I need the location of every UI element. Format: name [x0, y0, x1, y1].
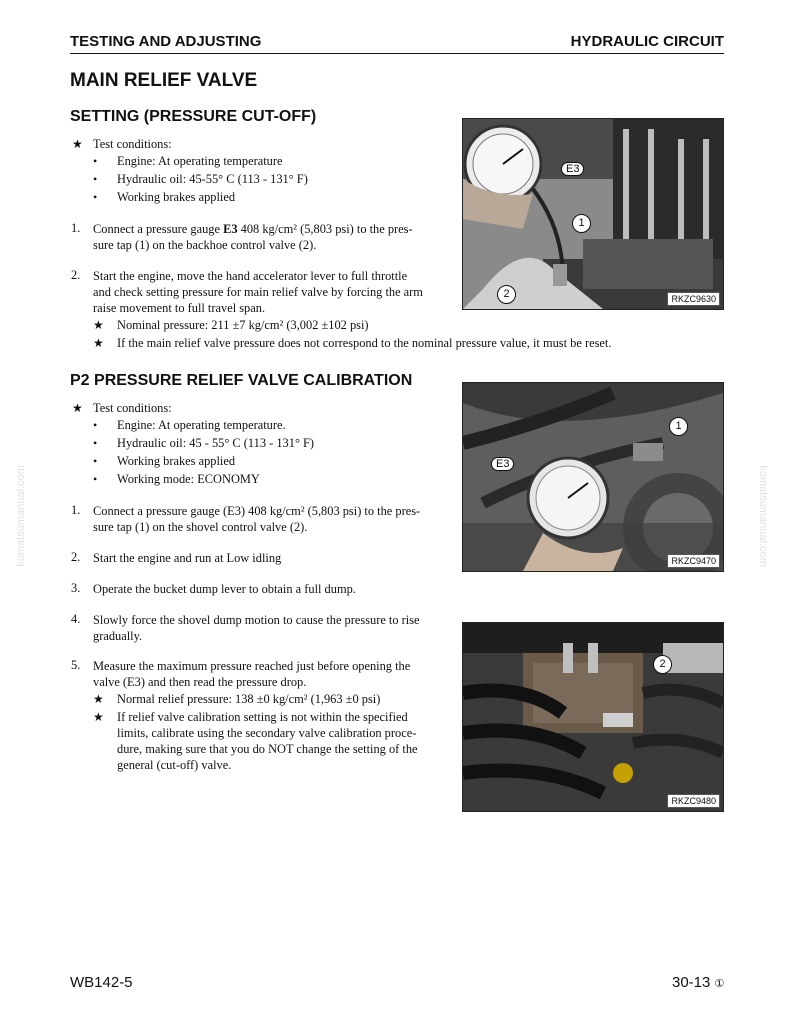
figure-code: RKZC9630 [667, 292, 720, 306]
s1-condition: Engine: At operating temperature [117, 154, 283, 168]
callout-e3: E3 [491, 457, 514, 471]
figure-shovel-valve-photo [462, 622, 724, 812]
footer-page [672, 974, 724, 991]
header-right: HYDRAULIC CIRCUIT [570, 33, 724, 50]
figure-code: RKZC9480 [667, 794, 720, 808]
s2-step4-number: 4. [71, 612, 81, 626]
header-left: TESTING AND ADJUSTING [70, 33, 262, 50]
bullet-icon: • [93, 472, 98, 486]
s2-step5-number: 5. [71, 658, 81, 672]
figure-backhoe-valve-photo [462, 118, 724, 310]
star-icon: ★ [93, 336, 104, 350]
s2-note2-line: dure, making sure that you do NOT change the setting of the [117, 742, 418, 756]
callout-2: 2 [497, 285, 516, 304]
figure-code: RKZC9470 [667, 554, 720, 568]
s1-step1-text [93, 221, 439, 237]
bullet-icon: • [93, 154, 98, 168]
s2-step5-line: valve (E3) and then read the pressure drop. [93, 675, 307, 689]
bullet-icon: • [93, 190, 98, 204]
s2-step3-text: Operate the bucket dump lever to obtain a full dump. [93, 582, 356, 596]
bullet-icon: • [93, 418, 98, 432]
footer-page-number: 30-13 [672, 974, 711, 991]
watermark-left: komatsumanual.com [14, 465, 27, 567]
section1-heading: SETTING (PRESSURE CUT-OFF) [70, 108, 317, 125]
s1-step1-bold: E3 [223, 222, 238, 236]
s1-step1-post: 408 kg/cm² (5,803 psi) to the pres- [237, 222, 413, 236]
s1-step1-line2: sure tap (1) on the backhoe control valve (2). [93, 238, 317, 252]
s2-step3-number: 3. [71, 581, 81, 595]
s2-step2-text: Start the engine and run at Low idling [93, 551, 282, 565]
footer-model: WB142-5 [70, 974, 133, 991]
s2-note2-line: general (cut-off) valve. [117, 758, 232, 772]
s2-step1-number: 1. [71, 503, 81, 517]
s2-note2-line: limits, calibrate using the secondary valve calibration proce- [117, 726, 417, 740]
s2-conditions-label: Test conditions: [93, 401, 172, 415]
s1-step2-line: Start the engine, move the hand accelerator lever to full throttle [93, 269, 408, 283]
callout-1: 1 [572, 214, 591, 233]
s1-step1-number: 1. [71, 221, 81, 235]
s1-step2-line: raise movement to full travel span. [93, 301, 266, 315]
s2-condition: Working mode: ECONOMY [117, 472, 260, 486]
s2-note2-line: If relief valve calibration setting is not within the specified [117, 710, 408, 724]
s2-step4-line: gradually. [93, 629, 143, 643]
s1-condition: Working brakes applied [117, 190, 236, 204]
watermark-right: komatsumanual.com [756, 465, 769, 567]
callout-e3: E3 [561, 162, 584, 176]
star-icon: ★ [93, 710, 104, 724]
section2-heading: P2 PRESSURE RELIEF VALVE CALIBRATION [70, 372, 413, 389]
star-icon: ★ [93, 692, 104, 706]
s1-step2-number: 2. [71, 268, 81, 282]
callout-2: 2 [653, 655, 672, 674]
callout-1: 1 [669, 417, 688, 436]
footer-revision: ① [714, 978, 725, 990]
star-icon: ★ [93, 318, 104, 332]
s2-step2-number: 2. [71, 550, 81, 564]
s2-condition: Working brakes applied [117, 454, 236, 468]
s2-note1: Normal relief pressure: 138 ±0 kg/cm² (1,963 ±0 psi) [117, 692, 381, 706]
s2-step1-line: Connect a pressure gauge (E3) 408 kg/cm² (5,803 psi) to the pres- [93, 504, 421, 518]
figure-shovel-gauge-photo [462, 382, 724, 572]
s2-step1-line: sure tap (1) on the shovel control valve (2). [93, 520, 308, 534]
s2-step5-line: Measure the maximum pressure reached just before opening the [93, 659, 411, 673]
s1-conditions-label: Test conditions: [93, 137, 172, 151]
s1-step1-pre: Connect a pressure gauge [93, 222, 224, 236]
bullet-icon: • [93, 172, 98, 186]
s1-step2-line: and check setting pressure for main relief valve by forcing the arm [93, 285, 423, 299]
s1-note2: If the main relief valve pressure does not correspond to the nominal pressure value, it must be reset. [117, 336, 612, 350]
s2-condition: Hydraulic oil: 45 - 55° C (113 - 131° F) [117, 436, 315, 450]
running-header [70, 33, 724, 54]
star-icon: ★ [72, 137, 83, 151]
s1-condition: Hydraulic oil: 45-55° C (113 - 131° F) [117, 172, 308, 186]
bullet-icon: • [93, 454, 98, 468]
bullet-icon: • [93, 436, 98, 450]
s2-condition: Engine: At operating temperature. [117, 418, 286, 432]
s2-step4-line: Slowly force the shovel dump motion to cause the pressure to rise [93, 613, 420, 627]
page-title: MAIN RELIEF VALVE [70, 70, 258, 91]
s1-note1: Nominal pressure: 211 ±7 kg/cm² (3,002 ±102 psi) [117, 318, 369, 332]
star-icon: ★ [72, 401, 83, 415]
